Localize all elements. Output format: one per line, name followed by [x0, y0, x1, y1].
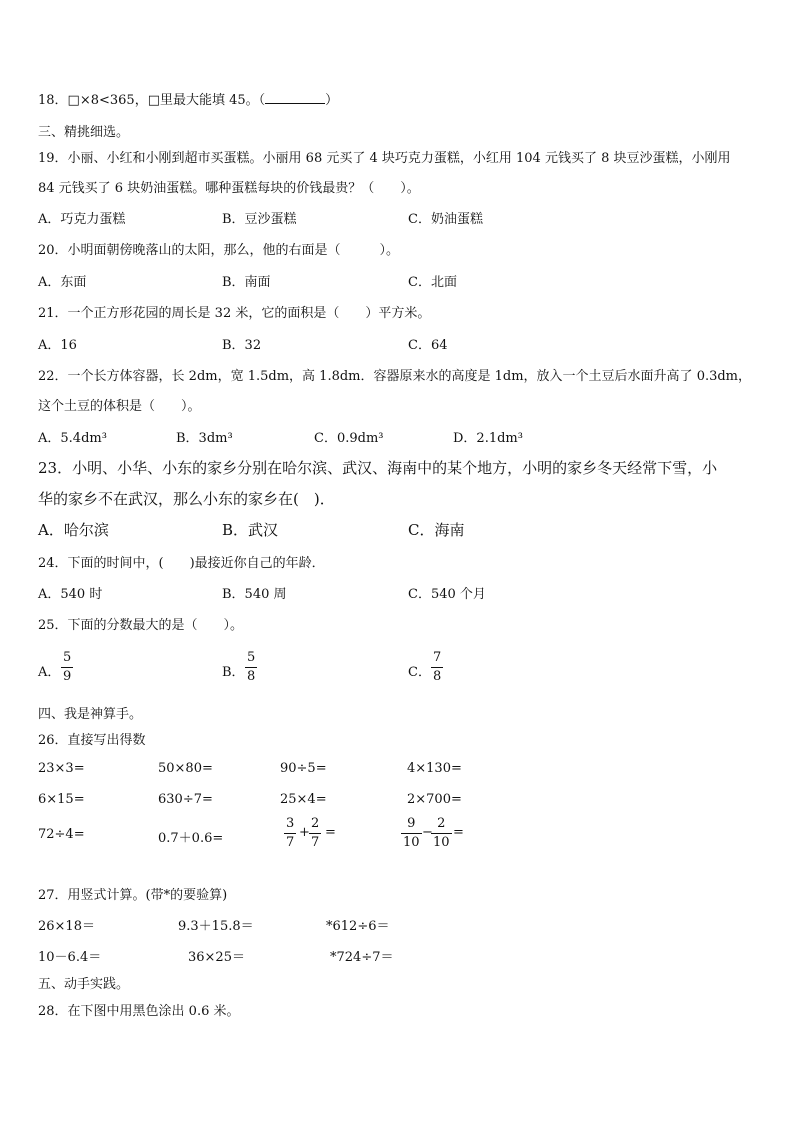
minus-sign: − — [422, 825, 433, 840]
calc-item: 36×25＝ — [188, 950, 245, 965]
q19-option-a[interactable]: A．巧克力蛋糕 — [38, 212, 126, 227]
denominator: 8 — [247, 669, 256, 684]
denominator: 7 — [286, 835, 295, 850]
section-5-heading: 五、动手实践。 — [38, 977, 130, 992]
numerator: 7 — [433, 650, 442, 665]
denominator: 10 — [403, 835, 420, 850]
question-25: 25．下面的分数最大的是（ ）。 — [38, 618, 244, 633]
answer-blank[interactable] — [265, 91, 325, 104]
calc-item: 4×130= — [407, 761, 462, 776]
q22-option-c[interactable]: C．0.9dm³ — [314, 431, 384, 446]
q23-option-b[interactable]: B．武汉 — [222, 521, 279, 539]
calc-item: 50×80= — [158, 761, 213, 776]
numerator: 2 — [311, 816, 320, 831]
question-21: 21．一个正方形花园的周长是 32 米，它的面积是（ ）平方米。 — [38, 306, 431, 321]
question-22-line1: 22．一个长方体容器，长 2dm，宽 1.5dm，高 1.8dm．容器原来水的高度是 1dm，放入一个土豆后水面升高了 0.3dm， — [38, 369, 752, 384]
calc-item: *724÷7＝ — [330, 950, 394, 965]
fraction — [309, 816, 321, 851]
calc-item: 25×4= — [280, 792, 327, 807]
calc-item: 10－6.4＝ — [38, 950, 102, 965]
q22-option-b[interactable]: B．3dm³ — [176, 431, 233, 446]
calc-item: 23×3= — [38, 761, 85, 776]
q25-option-a-fraction[interactable] — [61, 650, 73, 685]
calc-item: 9.3＋15.8＝ — [178, 919, 254, 934]
denominator: 9 — [63, 669, 72, 684]
numerator: 9 — [407, 816, 416, 831]
question-28: 28．在下图中用黑色涂出 0.6 米。 — [38, 1004, 240, 1019]
fraction — [284, 816, 296, 851]
q20-option-b[interactable]: B．南面 — [222, 275, 271, 290]
q21-option-a[interactable]: A．16 — [38, 338, 77, 353]
q25-option-b-fraction[interactable] — [245, 650, 257, 685]
q21-option-c[interactable]: C．64 — [408, 338, 448, 353]
question-24: 24．下面的时间中，( )最接近你自己的年龄． — [38, 556, 325, 571]
q25-option-b-label[interactable]: B． — [222, 665, 245, 680]
question-18-text: 18．□×8<365，□里最大能填 45。（ — [38, 93, 266, 108]
numerator: 5 — [247, 650, 256, 665]
q24-option-b[interactable]: B．540 周 — [222, 587, 287, 602]
question-19-line2: 84 元钱买了 6 块奶油蛋糕。哪种蛋糕每块的价钱最贵？（ ）。 — [38, 181, 420, 196]
q22-option-a[interactable]: A．5.4dm³ — [38, 431, 107, 446]
section-3-heading: 三、精挑细选。 — [38, 125, 130, 140]
section-4-heading: 四、我是神算手。 — [38, 707, 143, 722]
question-27-title: 27．用竖式计算。(带*的要验算) — [38, 888, 228, 903]
q20-option-c[interactable]: C．北面 — [408, 275, 457, 290]
question-22-line2: 这个土豆的体积是（ ）。 — [38, 399, 201, 414]
calc-item: 6×15= — [38, 792, 85, 807]
calc-item: *612÷6＝ — [326, 919, 390, 934]
q21-option-b[interactable]: B．32 — [222, 338, 262, 353]
plus-sign: + — [299, 825, 310, 840]
q25-option-c-fraction[interactable] — [431, 650, 443, 685]
fraction — [401, 816, 422, 851]
numerator: 2 — [437, 816, 446, 831]
calc-item: 26×18＝ — [38, 919, 95, 934]
calc-item: 2×700= — [407, 792, 462, 807]
q25-option-c-label[interactable]: C． — [408, 665, 431, 680]
question-23-line1: 23．小明、小华、小东的家乡分别在哈尔滨、武汉、海南中的某个地方，小明的家乡冬天经常下雪，小 — [38, 459, 718, 477]
q24-option-a[interactable]: A．540 时 — [38, 587, 103, 602]
q22-option-d[interactable]: D．2.1dm³ — [453, 431, 523, 446]
q23-option-a[interactable]: A．哈尔滨 — [38, 521, 109, 539]
calc-item: 72÷4= — [38, 827, 85, 842]
q25-option-a-label[interactable]: A． — [38, 665, 61, 680]
q24-option-c[interactable]: C．540 个月 — [408, 587, 486, 602]
q20-option-a[interactable]: A．东面 — [38, 275, 87, 290]
q19-option-b[interactable]: B．豆沙蛋糕 — [222, 212, 297, 227]
question-18-close: ） — [325, 93, 339, 108]
equals-sign: = — [453, 825, 464, 840]
q19-option-c[interactable]: C．奶油蛋糕 — [408, 212, 483, 227]
numerator: 5 — [63, 650, 72, 665]
q23-option-c[interactable]: C．海南 — [408, 521, 465, 539]
question-19-line1: 19．小丽、小红和小刚到超市买蛋糕。小丽用 68 元买了 4 块巧克力蛋糕，小红用 104 元钱买了 8 块豆沙蛋糕，小刚用 — [38, 151, 731, 166]
equals-sign: = — [325, 825, 336, 840]
numerator: 3 — [286, 816, 295, 831]
calc-item: 630÷7= — [158, 792, 213, 807]
fraction — [431, 816, 452, 851]
question-26-title: 26．直接写出得数 — [38, 733, 146, 748]
denominator: 10 — [433, 835, 450, 850]
question-23-line2: 华的家乡不在武汉，那么小东的家乡在( )． — [38, 490, 335, 508]
calc-item: 0.7＋0.6= — [158, 831, 224, 846]
denominator: 7 — [311, 835, 320, 850]
calc-item: 90÷5= — [280, 761, 327, 776]
question-18 — [38, 89, 338, 108]
denominator: 8 — [433, 669, 442, 684]
question-20: 20．小明面朝傍晚落山的太阳，那么，他的右面是（ ）。 — [38, 243, 400, 258]
